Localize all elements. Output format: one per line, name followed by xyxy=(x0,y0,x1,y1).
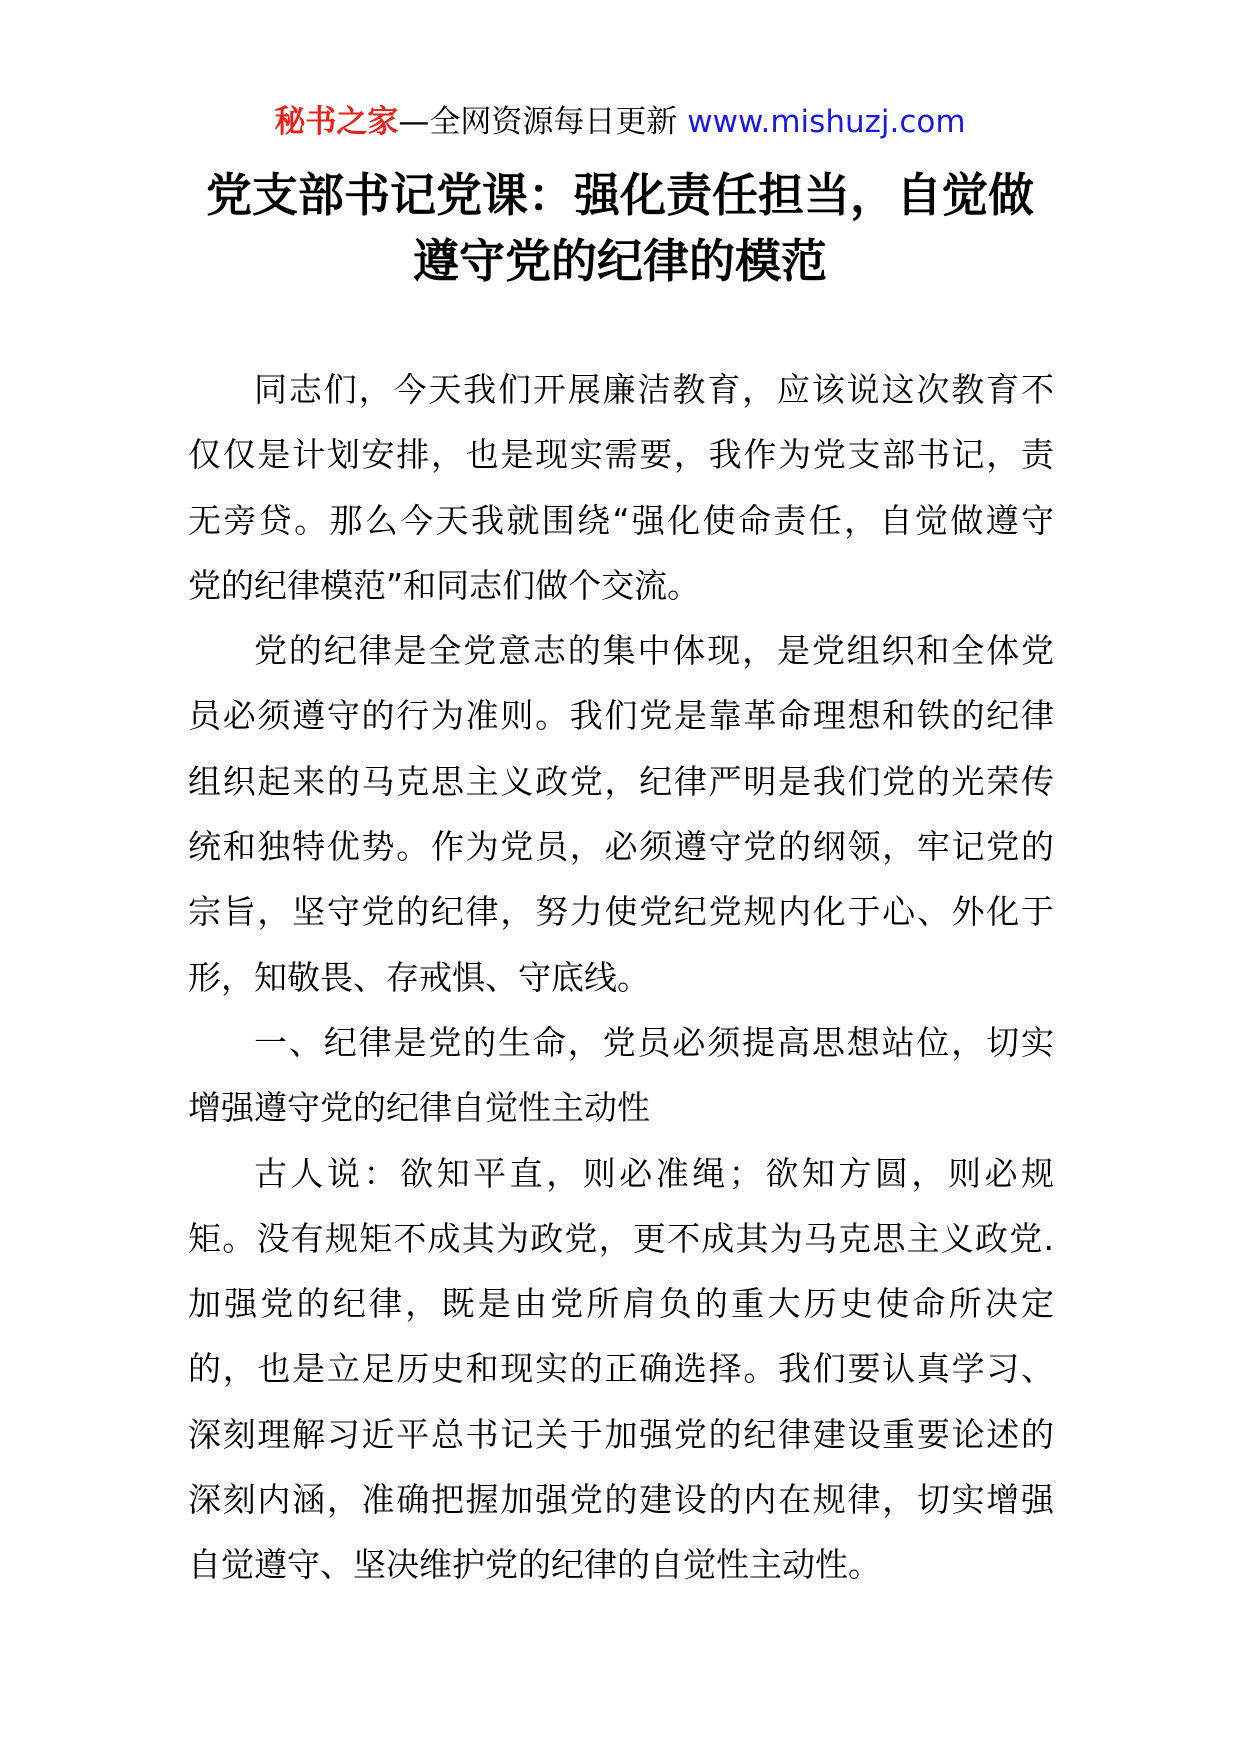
text-line: 宗旨，坚守党的纪律，努力使党纪党规内化于心、外化于 xyxy=(188,892,1054,932)
text-line: 无旁贷。那么今天我就围绕“强化使命责任，自觉做遵守 xyxy=(188,500,1054,540)
site-header xyxy=(0,100,1240,144)
document-body xyxy=(188,357,1054,1598)
text-line: 党的纪律是全党意志的集中体现，是党组织和全体党 xyxy=(254,631,1054,671)
text-line: 形，知敬畏、存戒惧、守底线。 xyxy=(188,957,650,997)
document-title xyxy=(120,162,1120,294)
text-line: 古人说：欲知平直，则必准绳；欲知方圆，则必规 xyxy=(254,1153,1054,1193)
site-slogan: —全网资源每日更新 xyxy=(398,104,678,140)
text-line: 深刻内涵，准确把握加强党的建设的内在规律，切实增强 xyxy=(188,1480,1054,1520)
text-line: 仅仅是计划安排，也是现实需要，我作为党支部书记，责 xyxy=(188,435,1054,475)
text-line: 加强党的纪律，既是由党所肩负的重大历史使命所决定 xyxy=(188,1284,1054,1324)
text-line: 组织起来的马克思主义政党，纪律严明是我们党的光荣传 xyxy=(188,761,1054,801)
text-line: 员必须遵守的行为准则。我们党是靠革命理想和铁的纪律 xyxy=(188,696,1054,736)
section-heading xyxy=(188,1010,1054,1141)
paragraph xyxy=(188,357,1054,618)
paragraph xyxy=(188,1141,1054,1598)
text-line: 增强遵守党的纪律自觉性主动性 xyxy=(188,1088,650,1128)
text-line: 一、纪律是党的生命，党员必须提高思想站位，切实 xyxy=(254,1022,1054,1062)
text-line: 党的纪律模范”和同志们做个交流。 xyxy=(188,565,701,605)
text-line: 深刻理解习近平总书记关于加强党的纪律建设重要论述的 xyxy=(188,1414,1054,1454)
text-line: 统和独特优势。作为党员，必须遵守党的纲领，牢记党的 xyxy=(188,827,1054,867)
text-line: 矩。没有规矩不成其为政党，更不成其为马克思主义政党. xyxy=(188,1218,1054,1258)
title-line: 遵守党的纪律的模范 xyxy=(413,234,827,288)
site-url-link[interactable]: www.mishuzj.com xyxy=(687,104,966,140)
paragraph xyxy=(188,618,1054,1010)
text-line: 同志们，今天我们开展廉洁教育，应该说这次教育不 xyxy=(254,370,1054,409)
title-line: 党支部书记党课：强化责任担当，自觉做 xyxy=(206,168,1034,222)
text-line: 自觉遵守、坚决维护党的纪律的自觉性主动性。 xyxy=(188,1545,881,1585)
text-line: 的，也是立足历史和现实的正确选择。我们要认真学习、 xyxy=(188,1349,1054,1389)
site-brand: 秘书之家 xyxy=(274,104,399,140)
